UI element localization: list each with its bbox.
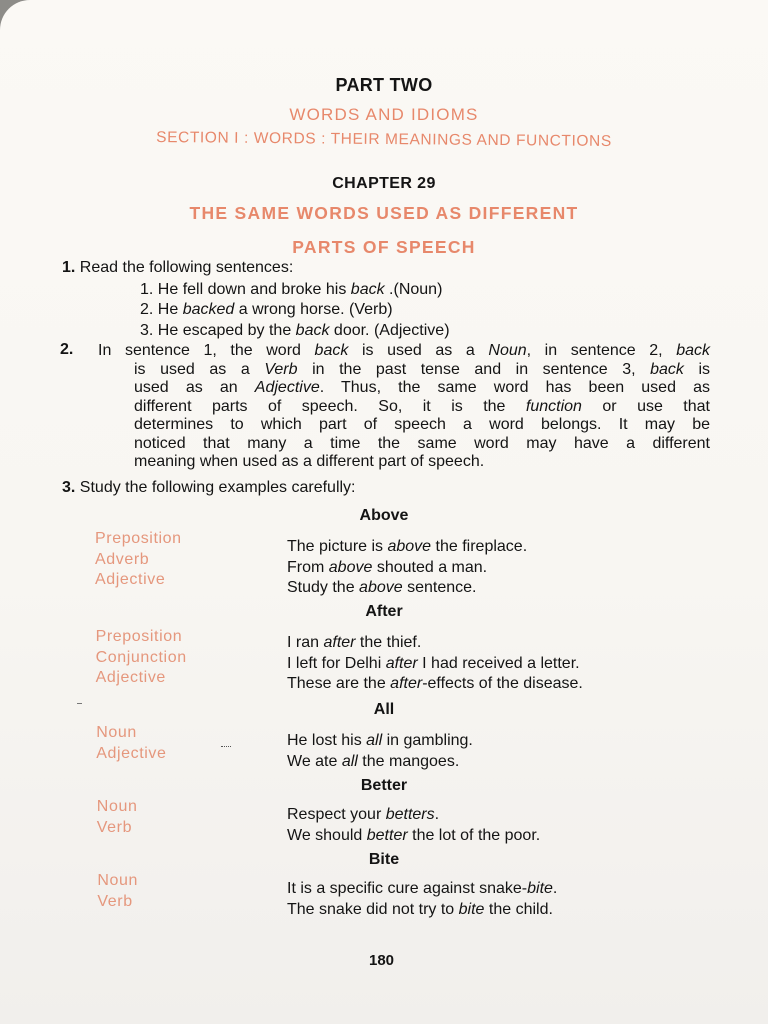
- sentence-text: used as an: [134, 379, 255, 396]
- sentence-text: meaning when used as a different part of speech.: [134, 453, 485, 470]
- sentence-text: .: [434, 806, 440, 823]
- key-word: better: [366, 826, 408, 844]
- paragraph-line: [134, 453, 484, 472]
- key-word: back: [314, 342, 349, 359]
- key-word: above: [387, 538, 432, 555]
- part-of-speech-label: Adjective: [95, 571, 166, 588]
- paragraph-line: [134, 379, 710, 398]
- example-word: Above: [359, 507, 409, 524]
- example-sentence: [287, 674, 583, 695]
- part-of-speech-label: Noun: [96, 724, 137, 741]
- sentence-text: In sentence 1, the word: [98, 342, 315, 359]
- sentence-number: 3.: [140, 322, 158, 339]
- key-word: all: [341, 752, 358, 770]
- paragraph-line: [134, 398, 710, 417]
- sentence-text: noticed that many a time the same word may have a different: [134, 434, 710, 452]
- sentence-number: 2.: [140, 301, 158, 318]
- sentence-text: a wrong horse. (Verb): [234, 301, 393, 318]
- sentence-text: or use that: [581, 397, 710, 415]
- key-word: after: [385, 654, 418, 672]
- sentence-text: , in sentence 2,: [526, 342, 677, 359]
- key-word: bite: [527, 880, 553, 897]
- sentence-text: shouted a man.: [372, 558, 488, 576]
- numbered-sentence: [140, 281, 442, 299]
- key-word: Adjective: [254, 379, 320, 396]
- part-of-speech-label: Conjunction: [95, 648, 187, 666]
- example-sentence: [287, 805, 439, 826]
- key-word: Noun: [488, 342, 527, 359]
- key-word: back: [295, 322, 330, 339]
- sentence-text: We ate: [287, 752, 342, 770]
- example-word: Better: [360, 777, 408, 794]
- sentence-text: He fell down and broke his: [157, 281, 351, 298]
- sentence-text: I left for Delhi: [287, 654, 386, 672]
- key-word: after: [390, 675, 423, 692]
- sentence-text: . Thus, the same word has been used as: [319, 379, 710, 396]
- section-heading: SECTION I : WORDS : THEIR MEANINGS AND FUNCTIONS: [156, 129, 612, 150]
- point-2-number: 2.: [60, 341, 74, 358]
- print-mark: [77, 703, 82, 704]
- sentence-text: -effects of the disease.: [422, 675, 583, 692]
- sentence-text: Respect your: [287, 806, 386, 823]
- sentence-text: determines to which part of speech a word belongs. It may be: [134, 416, 710, 433]
- example-word: Bite: [368, 851, 400, 868]
- sentence-text: The picture is: [287, 538, 388, 555]
- paragraph-line: [98, 342, 710, 361]
- sentence-text: He lost his: [287, 732, 367, 749]
- sentence-text: I ran: [287, 634, 324, 651]
- page-number: 180: [369, 952, 395, 969]
- sentence-text: the thief.: [355, 634, 422, 651]
- key-word: Verb: [264, 360, 298, 378]
- sentence-text: in the past tense and in sentence 3,: [297, 360, 651, 378]
- sentence-text: From: [287, 558, 329, 576]
- key-word: above: [359, 579, 403, 596]
- chapter-title-line2: PARTS OF SPEECH: [292, 237, 476, 257]
- sentence-text: the child.: [484, 900, 553, 918]
- part-of-speech-label: Adjective: [95, 669, 166, 686]
- key-word: back: [350, 281, 385, 298]
- key-word: above: [328, 558, 373, 576]
- paragraph-line: [134, 361, 710, 380]
- sentence-text: These are the: [287, 675, 391, 692]
- numbered-sentence: [140, 322, 450, 340]
- point-number: 3.: [62, 479, 76, 496]
- example-sentence: [287, 879, 557, 900]
- key-word: backed: [182, 301, 235, 318]
- point-1: [62, 259, 293, 277]
- sentence-text: The snake did not try to: [287, 900, 459, 918]
- key-word: back: [650, 360, 684, 378]
- example-word: After: [365, 603, 403, 620]
- sentence-text: in gambling.: [382, 732, 473, 749]
- sentence-text: the fireplace.: [431, 538, 528, 555]
- key-word: function: [525, 397, 582, 415]
- sentence-text: is used as a: [348, 342, 489, 359]
- key-word: betters: [385, 806, 435, 823]
- sentence-text: We should: [287, 826, 367, 844]
- part-of-speech-label: Preposition: [95, 628, 183, 645]
- point-3: [62, 479, 356, 497]
- example-sentence: [287, 826, 540, 847]
- example-sentence: [287, 578, 476, 599]
- sentence-text: It is a specific cure against snake-: [287, 880, 528, 897]
- chapter-heading: CHAPTER 29: [332, 175, 436, 192]
- part-of-speech-label: Noun: [96, 798, 138, 815]
- example-sentence: [287, 633, 421, 654]
- part-of-speech-label: Noun: [97, 872, 139, 889]
- part-of-speech-label: Verb: [97, 892, 133, 910]
- example-sentence: [287, 537, 527, 558]
- key-word: bite: [458, 900, 485, 918]
- sentence-text: .(Noun): [384, 281, 443, 298]
- sentence-text: is used as a: [134, 360, 265, 378]
- sentence-text: door. (Adjective): [329, 322, 450, 339]
- part-subtitle: WORDS AND IDIOMS: [289, 105, 479, 124]
- sentence-text: is: [683, 360, 711, 378]
- sentence-text: .: [552, 880, 558, 897]
- paragraph-line: [134, 435, 710, 454]
- paragraph-line: [134, 416, 710, 435]
- sentence-number: 1.: [140, 281, 158, 298]
- chapter-title-line1: THE SAME WORDS USED AS DIFFERENT: [189, 203, 579, 223]
- sentence-text: He escaped by the: [157, 322, 296, 339]
- key-word: after: [323, 634, 356, 651]
- sentence-text: Study the: [287, 579, 360, 596]
- point-text: Study the following examples carefully:: [79, 479, 356, 496]
- example-word: All: [373, 701, 395, 718]
- example-sentence: [287, 558, 487, 579]
- print-mark: [221, 746, 231, 749]
- numbered-sentence: [140, 301, 393, 319]
- part-heading: PART TWO: [335, 75, 433, 95]
- sentence-text: I had received a letter.: [417, 654, 580, 672]
- sentence-text: sentence.: [402, 579, 477, 596]
- sentence-text: different parts of speech. So, it is the: [134, 397, 526, 415]
- example-sentence: [287, 731, 473, 752]
- part-of-speech-label: Preposition: [95, 530, 182, 547]
- example-sentence: [287, 654, 580, 675]
- key-word: all: [366, 732, 383, 749]
- sentence-text: the mangoes.: [357, 752, 460, 770]
- point-text: Read the following sentences:: [79, 259, 294, 276]
- key-word: back: [676, 342, 711, 359]
- part-of-speech-label: Adverb: [95, 550, 150, 568]
- example-sentence: [287, 900, 553, 921]
- example-sentence: [287, 752, 459, 773]
- sentence-text: the lot of the poor.: [407, 826, 541, 844]
- point-number: 1.: [62, 259, 76, 276]
- sentence-text: He: [157, 301, 183, 318]
- part-of-speech-label: Adjective: [96, 744, 167, 762]
- part-of-speech-label: Verb: [96, 818, 133, 836]
